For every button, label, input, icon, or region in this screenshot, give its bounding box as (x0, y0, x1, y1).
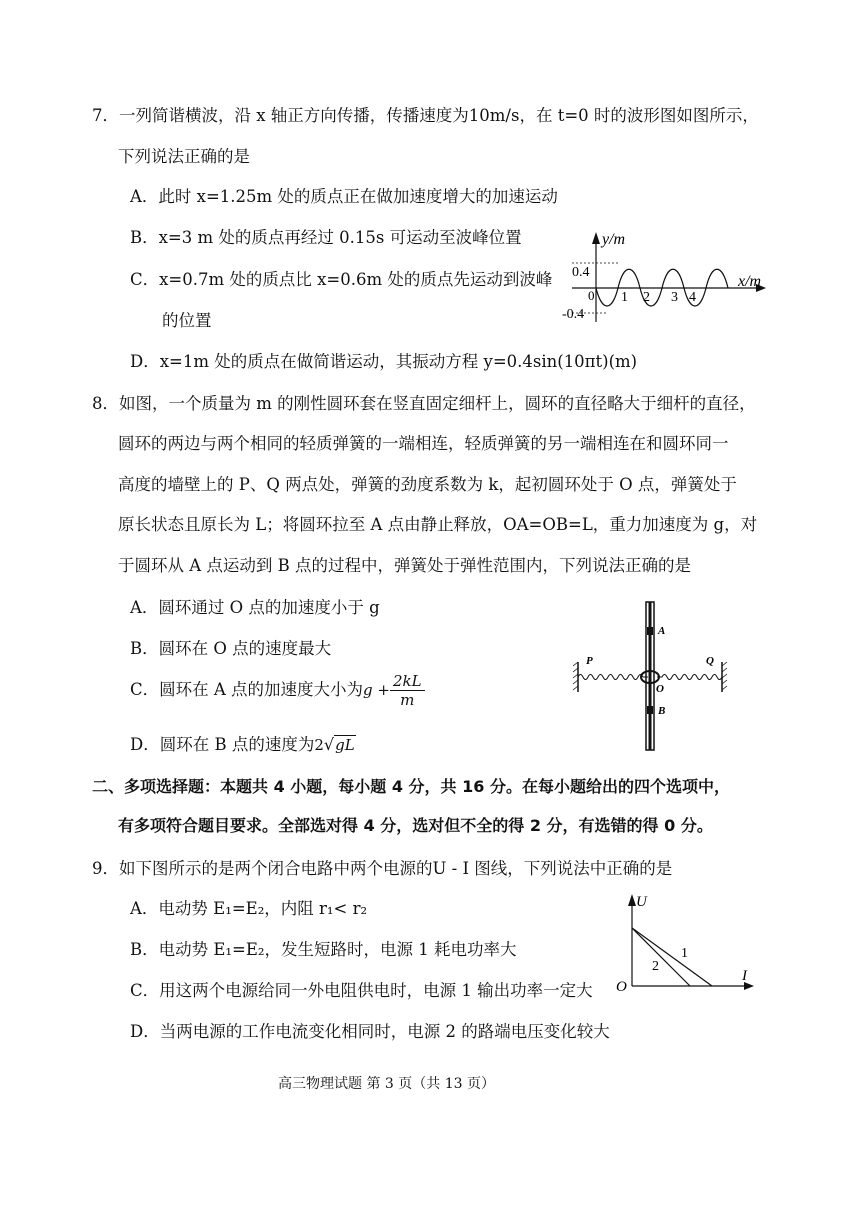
label-q: Q (706, 655, 714, 667)
q9-option-c: C．用这两个电源给同一外电阻供电时，电源 1 输出功率一定大 (130, 981, 593, 1000)
x-axis-label: x/m (738, 273, 762, 290)
q8-option-d-radicand: gL (335, 736, 355, 754)
q8-option-c (130, 672, 425, 709)
q9-option-b: B．电动势 E₁=E₂，发生短路时，电源 1 耗电功率大 (130, 940, 517, 959)
q8-stem-line3: 高度的墙壁上的 P、Q 两点处，弹簧的劲度系数为 k，起初圆环处于 O 点，弹簧处于 (118, 475, 737, 494)
q8-option-a: A．圆环通过 O 点的加速度小于 g (130, 598, 380, 617)
rod-core (649, 602, 652, 750)
right-spring (657, 675, 722, 680)
q8-option-c-fraction (390, 672, 425, 709)
sqrt-icon: √ (323, 735, 335, 754)
label-a: A (658, 625, 666, 637)
q8-option-d (130, 734, 356, 756)
q9-ui-figure (610, 890, 760, 1000)
fraction-denominator: m (400, 691, 415, 709)
q8-option-c-text: C．圆环在 A 点的加速度大小为 (130, 680, 364, 699)
q7-option-b: B．x=3 m 处的质点再经过 0.15s 可运动至波峰位置 (130, 228, 522, 247)
tick-4: 4 (689, 290, 696, 305)
mark-a (647, 627, 653, 635)
tick-2: 2 (643, 290, 650, 305)
page-footer: 高三物理试题 第 3 页（共 13 页） (278, 1076, 495, 1092)
label-b: B (658, 705, 666, 717)
q7-stem-line1: 7．一列简谐横波，沿 x 轴正方向传播，传播速度为10m/s，在 t=0 时的波形图如图所示， (92, 106, 759, 125)
origin-label: O (616, 979, 627, 995)
q8-option-c-g: g + (363, 681, 390, 699)
q8-stem-line1: 8．如图，一个质量为 m 的刚性圆环套在竖直固定细杆上，圆环的直径略大于细杆的直径， (92, 394, 756, 413)
tick-3: 3 (671, 290, 678, 305)
q7-option-a: A．此时 x=1.25m 处的质点正在做加速度增大的加速运动 (130, 187, 558, 206)
label-p: P (586, 655, 593, 667)
q8-option-d-coef: 2 (314, 736, 324, 754)
tick-1: 1 (621, 290, 628, 305)
q7-option-c-line1: C．x=0.7m 处的质点比 x=0.6m 处的质点先运动到波峰 (130, 270, 553, 289)
q9-option-d: D．当两电源的工作电流变化相同时，电源 2 的路端电压变化较大 (130, 1022, 610, 1041)
q8-option-d-text: D．圆环在 B 点的速度为 (130, 735, 315, 754)
q7-option-c-line2: 的位置 (162, 311, 212, 330)
q8-ring-figure (570, 600, 730, 755)
line-2-label: 2 (652, 959, 659, 974)
q8-stem-line4: 原长状态且原长为 L；将圆环拉至 A 点由静止释放，OA=OB=L，重力加速度为 g，对 (118, 515, 758, 534)
q8-stem-line5: 于圆环从 A 点运动到 B 点的过程中，弹簧处于弹性范围内，下列说法正确的是 (118, 556, 692, 575)
q8-stem-line2: 圆环的两边与两个相同的轻质弹簧的一端相连，轻质弹簧的另一端相连在和圆环同一 (118, 434, 729, 453)
y-arrow-icon (592, 232, 600, 244)
q9-option-a: A．电动势 E₁=E₂，内阻 r₁< r₂ (130, 899, 368, 918)
q7-stem-line2: 下列说法正确的是 (118, 147, 250, 166)
q7-wave-figure (560, 226, 780, 326)
q8-option-b: B．圆环在 O 点的速度最大 (130, 639, 332, 658)
left-spring (578, 675, 648, 680)
fraction-numerator: 2kL (390, 672, 425, 691)
section2-line2: 有多项符合题目要求。全部选对得 4 分，选对但不全的得 2 分，有选错的得 0 分。 (118, 816, 713, 835)
y-axis-label: y/m (602, 231, 626, 248)
label-o: O (656, 683, 664, 695)
section2-line1: 二、多项选择题：本题共 4 小题，每小题 4 分，共 16 分。在每小题给出的四个选项中， (92, 777, 730, 796)
i-label: I (742, 968, 747, 984)
origin-label: 0 (588, 288, 595, 303)
u-label: U (636, 894, 647, 910)
y-neg-label: -0.4 (562, 307, 585, 322)
line-1-label: 1 (681, 946, 688, 961)
mark-b (647, 706, 653, 714)
u-arrow-icon (628, 894, 636, 906)
q9-stem: 9．如下图所示的是两个闭合电路中两个电源的U - I 图线，下列说法中正确的是 (92, 859, 673, 878)
q7-option-d: D．x=1m 处的质点在做简谐运动，其振动方程 y=0.4sin(10πt)(m) (130, 352, 638, 371)
line-1 (632, 928, 712, 986)
y-pos-label: 0.4 (572, 265, 590, 280)
